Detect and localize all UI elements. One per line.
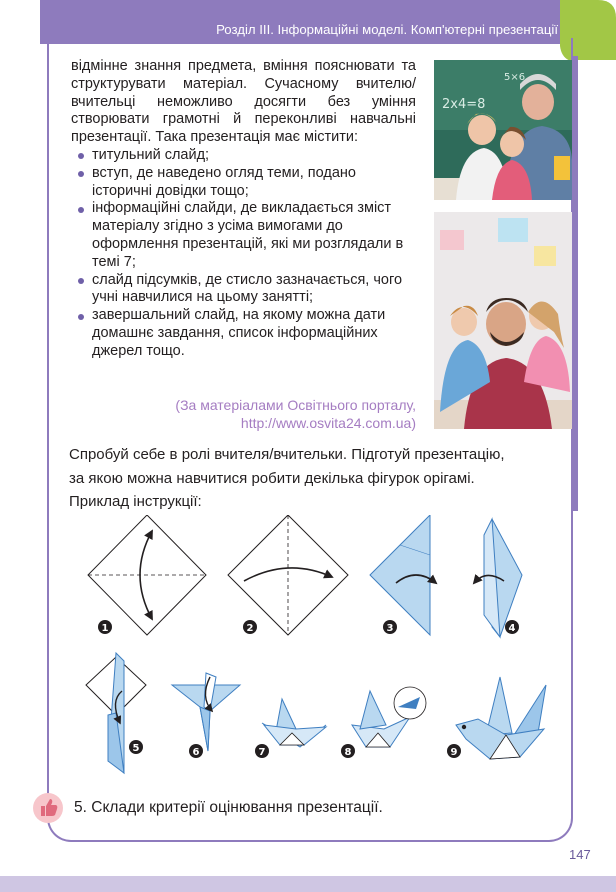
step-number: 1 bbox=[101, 623, 109, 634]
list-item: вступ, де наведено огляд теми, подано історичні довідки тощо; bbox=[92, 165, 416, 201]
step-2-square-fold-diagram bbox=[228, 515, 348, 635]
task-text bbox=[69, 443, 561, 514]
list-item: інформаційні слайди, де викладається зміст матеріалу згідно з усіма вимогами до оформлення презентацій, які ми розглядали в темі 7; bbox=[92, 200, 416, 271]
chapter-title: Розділ ІІІ. Інформаційні моделі. Комп'ютерні презентації bbox=[216, 22, 558, 37]
thumbs-up-icon bbox=[32, 792, 64, 824]
step-8-bird-diagram bbox=[341, 687, 426, 758]
step-4-triangle-fold-diagram bbox=[474, 519, 522, 637]
question-5 bbox=[74, 799, 383, 817]
svg-text:5: 5 bbox=[132, 743, 140, 754]
side-bar bbox=[573, 56, 578, 511]
list-item: титульний слайд; bbox=[92, 147, 416, 165]
svg-text:5×6: 5×6 bbox=[504, 72, 526, 83]
svg-text:8: 8 bbox=[344, 747, 352, 758]
svg-text:4: 4 bbox=[508, 623, 516, 634]
step-3-triangle-fold-diagram bbox=[370, 515, 436, 635]
svg-text:9: 9 bbox=[450, 747, 458, 758]
task-line: за якою можна навчитися робити декілька фігурок орігамі. bbox=[69, 469, 475, 487]
intro-text bbox=[71, 58, 416, 361]
step-7-bird-diagram bbox=[255, 699, 326, 758]
task-line: Приклад інструкції: bbox=[69, 493, 202, 510]
photo-family-hug bbox=[434, 212, 572, 429]
question-text: Склади критерії оцінювання презентації. bbox=[91, 799, 383, 816]
source-line: (За матеріалами Освітнього порталу, bbox=[175, 397, 416, 413]
svg-text:7: 7 bbox=[258, 747, 266, 758]
list-item: слайд підсумків, де стисло зазначається, чого учні навчилися на цьому занятті; bbox=[92, 272, 416, 308]
source-link[interactable]: http://www.osvita24.com.ua) bbox=[240, 414, 416, 431]
photo-teacher-with-children bbox=[434, 60, 572, 200]
svg-text:3: 3 bbox=[386, 623, 394, 634]
source-citation bbox=[130, 397, 416, 432]
question-number: 5. bbox=[74, 799, 87, 816]
step-9-finished-bird-diagram bbox=[447, 677, 546, 759]
task-line: Спробуй себе в ролі вчителя/вчительки. Підготуй презентацію, bbox=[69, 446, 505, 463]
svg-text:2x4=8: 2x4=8 bbox=[442, 97, 486, 112]
intro-paragraph: відмінне знання предмета, вміння пояснювати та структурувати матеріал. Сучасному вчителю/вчительці неможливо досягти без уміння створювати грамотні й переконливі навчальні презентації. Така презентація має містити: bbox=[71, 58, 416, 146]
step-6-fold-diagram bbox=[172, 673, 240, 758]
page-number: 147 bbox=[569, 847, 591, 862]
step-5-fold-diagram bbox=[86, 653, 146, 773]
list-item: завершальний слайд, на якому можна дати домашнє завдання, список інформаційних джерел тощо. bbox=[92, 307, 416, 360]
origami-instruction-diagrams bbox=[60, 515, 560, 780]
bottom-bar bbox=[0, 876, 616, 892]
step-1-square-fold-diagram bbox=[88, 515, 206, 635]
svg-text:6: 6 bbox=[192, 747, 200, 758]
slide-list bbox=[71, 147, 416, 361]
svg-text:2: 2 bbox=[246, 623, 254, 634]
